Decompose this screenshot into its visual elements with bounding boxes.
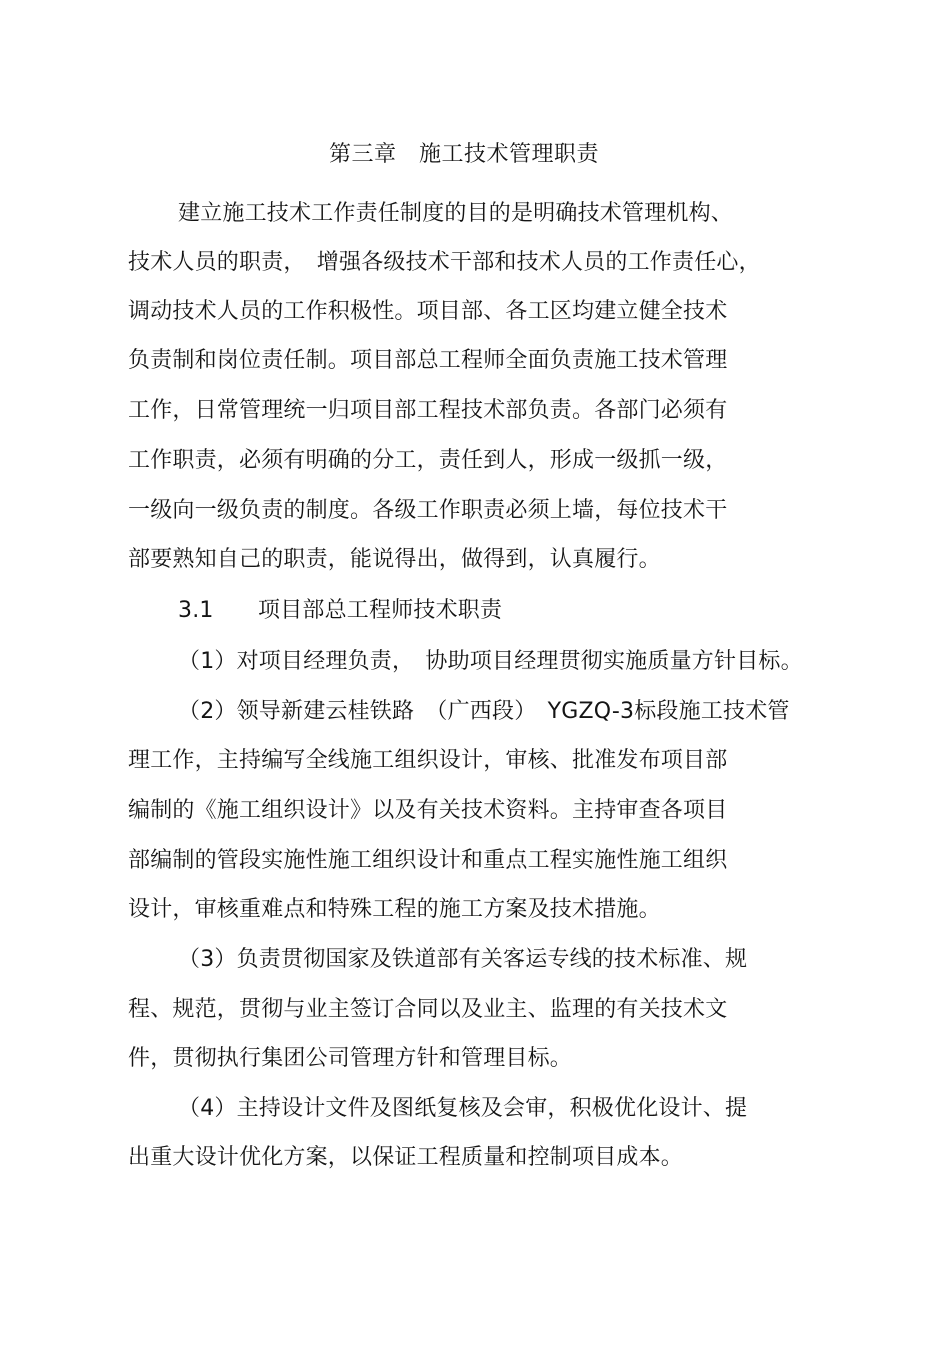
- paragraph-line: 工作职责，必须有明确的分工，责任到人，形成一级抓一级，: [128, 448, 728, 473]
- paragraph-line: 设计，审核重难点和特殊工程的施工方案及技术措施。: [128, 897, 661, 922]
- paragraph-line: （3）负责贯彻国家及铁道部有关客运专线的技术标准、规: [178, 947, 748, 972]
- paragraph-line: 技术人员的职责， 增强各级技术干部和技术人员的工作责任心，: [128, 250, 761, 275]
- paragraph-line: 部要熟知自己的职责，能说得出，做得到，认真履行。: [128, 547, 661, 572]
- paragraph-line: 程、规范，贯彻与业主签订合同以及业主、监理的有关技术文: [128, 997, 728, 1022]
- paragraph-line: 件，贯彻执行集团公司管理方针和管理目标。: [128, 1046, 573, 1071]
- paragraph-line: 理工作，主持编写全线施工组织设计，审核、批准发布项目部: [128, 748, 728, 773]
- paragraph-line: （2）领导新建云桂铁路 （广西段） YGZQ-3标段施工技术管: [178, 699, 790, 724]
- paragraph-line: （4）主持设计文件及图纸复核及会审，积极优化设计、提: [178, 1096, 748, 1121]
- paragraph-line: 编制的《施工组织设计》以及有关技术资料。主持审查各项目: [128, 798, 728, 823]
- paragraph-line: （1）对项目经理负责， 协助项目经理贯彻实施质量方针目标。: [178, 649, 803, 674]
- paragraph-line: 调动技术人员的工作积极性。项目部、各工区均建立健全技术: [128, 299, 728, 324]
- section-heading: 3.1 项目部总工程师技术职责: [178, 598, 503, 623]
- paragraph-line: 一级向一级负责的制度。各级工作职责必须上墙，每位技术干: [128, 498, 728, 523]
- paragraph-line: 负责制和岗位责任制。项目部总工程师全面负责施工技术管理: [128, 348, 728, 373]
- chapter-title: 第三章 施工技术管理职责: [329, 142, 600, 167]
- paragraph-line: 部编制的管段实施性施工组织设计和重点工程实施性施工组织: [128, 848, 728, 873]
- paragraph-line: 工作，日常管理统一归项目部工程技术部负责。各部门必须有: [128, 398, 728, 423]
- paragraph-line: 建立施工技术工作责任制度的目的是明确技术管理机构、: [178, 201, 734, 226]
- paragraph-line: 出重大设计优化方案，以保证工程质量和控制项目成本。: [128, 1145, 684, 1170]
